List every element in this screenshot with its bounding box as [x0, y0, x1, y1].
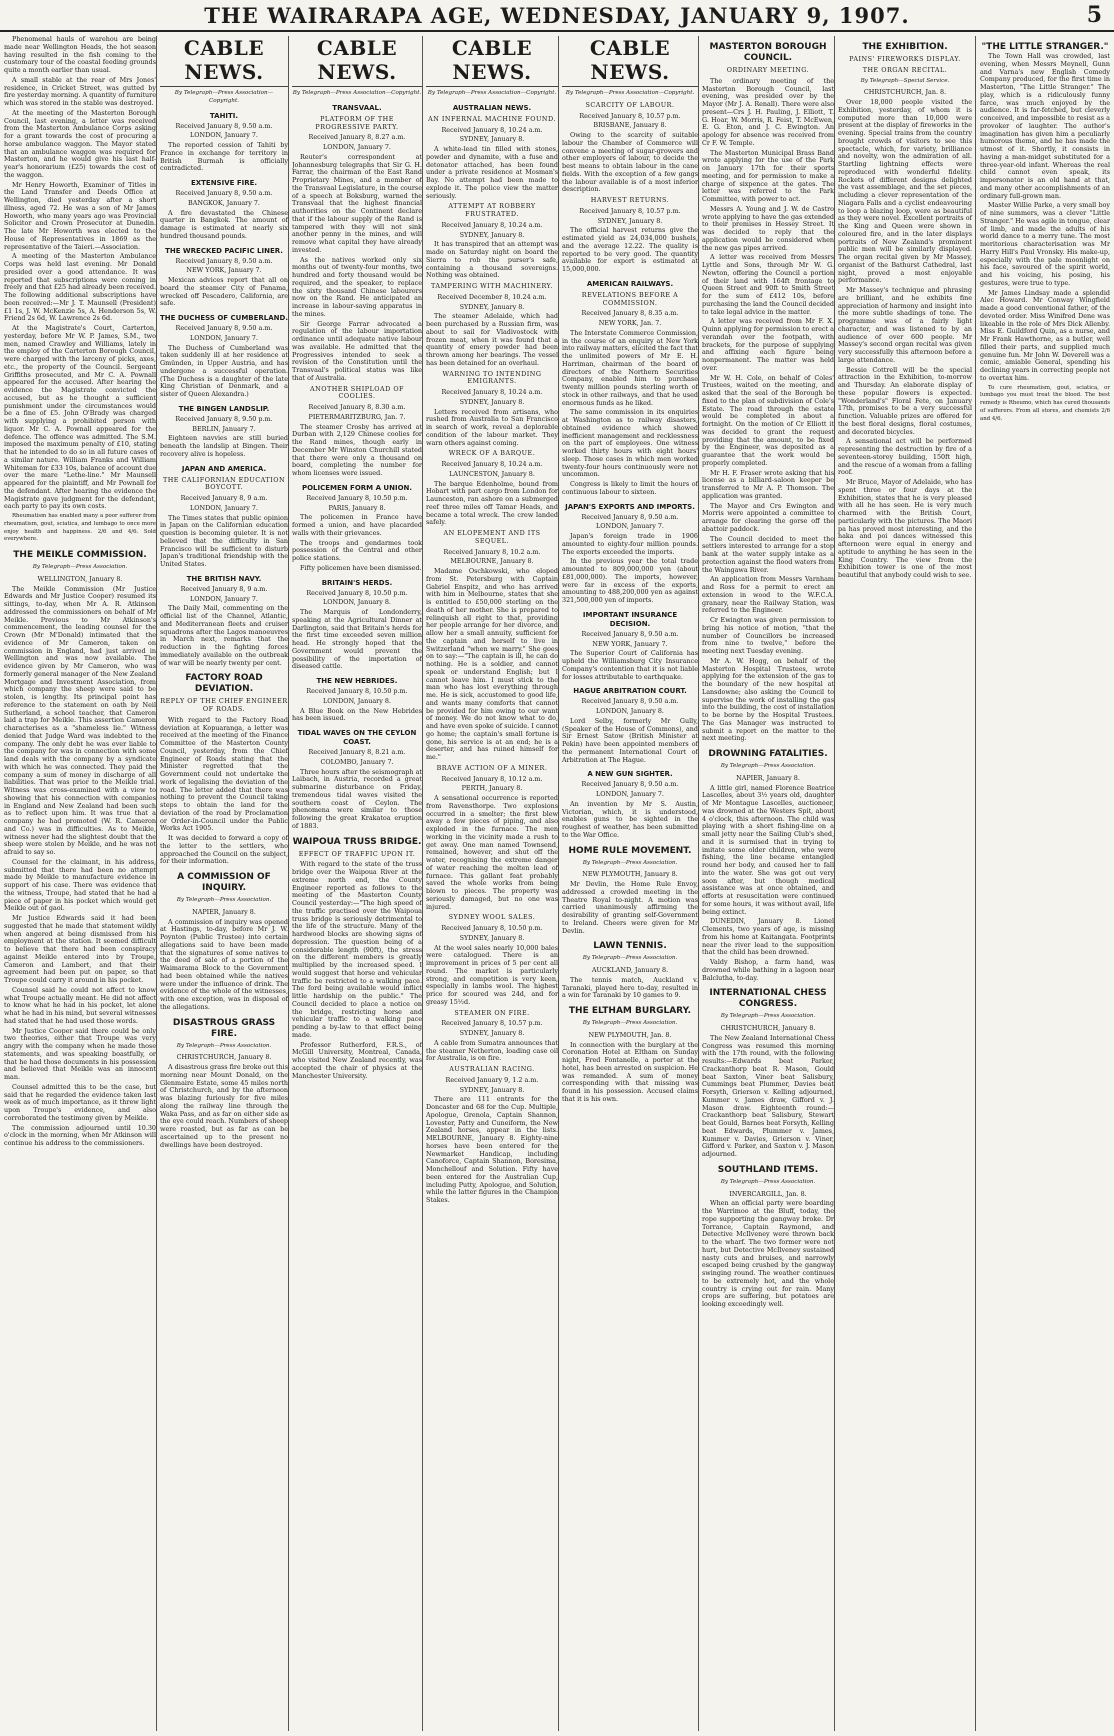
section-heading: CABLE NEWS. — [562, 36, 698, 87]
paragraph: The tennis match, Auckland v. Taranaki, played here to-day, resulted in a win for Taranaki by 10 games to 9. — [562, 975, 698, 1000]
dateline: PIETERMARITZBURG, Jan. 7. — [308, 412, 406, 421]
dateline: CHRISTCHURCH, Jan. 8. — [863, 88, 947, 97]
dateline: Received January 8, 9.50 a.m. — [581, 629, 679, 638]
paragraph: Eighteen navvies are still buried beneath the landslip at Bingen. Their recovery alive is hopeless. — [160, 434, 288, 458]
dateline: SYDNEY, January 8. — [459, 1029, 525, 1037]
byline: By Telegraph—Press Association. — [720, 1178, 816, 1185]
dateline: SYDNEY, January 8. — [459, 1085, 525, 1094]
paragraph: The Daily Mail, commenting on the official list of the Channel, Atlantic, and Mediterranean fleets and cruiser squadrons after the Lagos manoeuvres in March next, remarks that the reduction in the fighting forces immediately available on the outbreak of war will be nearly twenty per cent. — [160, 604, 288, 667]
dateline: Received January 8, 9 a.m. — [180, 494, 268, 502]
article-heading: DROWNING FATALITIES. — [708, 749, 828, 759]
paragraph: Counsel admitted this to be the case, but said that he regarded the evidence taken last week as of much importance, as it threw light upon Troupe's evidence, and also corroborated the testimony given by Meikle. — [4, 1082, 156, 1122]
byline: By Telegraph—Press Association—Copyright. — [565, 90, 695, 96]
section-heading: CABLE NEWS. — [292, 36, 422, 87]
dateline: Received January 8, 8.30 a.m. — [308, 403, 406, 411]
paragraph: A sensational occurrence is reported from Ravensthorpe. Two explosions occurred in a smelter; the first blew away a few pieces of piping, and also exploded in the furnace. The men working in the vicinity made a rush to get away. One man named Townsend, remained, however, and shut off the water, recognising the extreme danger of water reaching the molten lead of furnace. This gallant feat probably saved the whole works from being blown to pieces. The property was seriously damaged, but no one was injured. — [426, 794, 558, 911]
column-cable-news-4 — [562, 36, 699, 1731]
paragraph: Owing to the scarcity of suitable labour the Chamber of Commerce will convene a meeting of sugar-growers and other employers of labour, to decide the best means to obtain labour in the cane fields. With the exception of a few gangs the labour available is of a most inferior description. — [562, 131, 698, 194]
dateline: WELLINGTON, January 8. — [37, 574, 123, 583]
dateline: LONDON, January 7. — [323, 143, 391, 151]
paragraph: Madame Oschkowski, who eloped from St. Petersburg with Captain Gabriel Enspitz, and who has arrived with him in Melbourne, states that she is entitled to £50,000 sterling on the death of her mother. She is prepared to relinquish all right to that, providing her people arrange for her divorce, and allow her a small annuity, sufficient for the captain and herself to live in Switzerland "when we marry." She goes on to say:—"The captain is ill, he can do nothing. He is a soldier, and cannot speak or understand English; but I cannot leave him. I must stick to the man who has lost everything through me. He is sick, accustomed to good life, and wants many comforts that cannot be provided for him owing to our want of money. We do not know what to do, and have even spoke of suicide. I cannot go home; the captain's small fortune is gone, his service is at an end; he is a deserter, and has ruined himself for me." — [426, 567, 558, 761]
byline: By Telegraph—Press Association—Copyright. — [427, 90, 557, 96]
article-heading: JAPAN AND AMERICA. — [181, 464, 267, 473]
dateline: BERLIN, January 7. — [192, 424, 256, 433]
dateline: LONDON, January 8. — [323, 598, 391, 607]
dateline: NEW YORK, January 7. — [592, 639, 668, 648]
paragraph: The Marquis of Londonderry, speaking at the Agricultural Dinner at Darlington, said that Britain's herds for the first time exceeded seven million head. He strongly hoped that the Government would prevent the possibility of the importation of diseased cattle. — [292, 608, 422, 671]
paragraph: Over 18,000 people visited the Exhibition, yesterday, of whom it is computed more than 10,000 were present at the display of fireworks in the evening. Special trains from the country brought crowds of visitors to see this spectacle, which, for variety, brilliance and novelty, won the admiration of all. Startling lightning effects were reproduced with wonderful fidelity. Rockets of different designs delighted the vast assemblage, and the set pieces, including a clever representation of the Niagara Falls and a cyclist endeavouring to loop a blazing loop, were as beautiful as they were novel. Excellent portraits of the King and Queen were shown in coloured fire, and in the later displays portraits of New Zealand's prominent public men will be similarly displayed. The organ recital given by Mr Massey, organist of the Bathurst Cathedral, last night, proved a most enjoyable performance. — [838, 98, 972, 285]
paragraph: Bessie Cottrell will be the special attraction in the Exhibition, to-morrow and Thursday. An elaborate display of these popular flowers is expected. "Wonderland's" Floral Fete, on January 17th, promises to be a very successful function. Valuable prizes are offered for the best floral designs, floral costumes, and decorated bicycles. — [838, 365, 972, 436]
dateline: Received January 8, 10.50 p.m. — [441, 924, 543, 932]
paragraph: The steamer Adelaide, which had been purchased by a Russian firm, was about to sail for Vladivostock with frozen meat, when it was found that a quantity of emery powder had been thrown among her bearings. The vessel has been detained for an overhaul. — [426, 312, 558, 367]
byline: By Telegraph—Press Association—Copyright. — [174, 90, 274, 104]
paragraph: With regard to the state of the truss bridge over the Waipoua River at the extreme north end, the County Engineer reported as follows to the meeting of the Masterton County Council yesterday:—"The high speed of the traffic practised over the Waipoua truss bridge is seriously detrimental to the life of the structure. Many of the hardwood blocks are showing signs of depression. The question being of a considerable length (90ft), the stress on the different members is greatly multiplied by the increased speed. I would suggest that horse and vehicular traffic be restricted to a walking pace. The ford being available would inflict little hardship on the public." The Council decided to place a notice on the bridge, restricting horse and vehicular traffic to a walking pace pending a by-law to that effect being made. — [292, 860, 422, 1039]
article-subheading: TAMPERING WITH MACHINERY. — [430, 282, 553, 290]
dateline: NAPIER, January 8. — [736, 773, 800, 782]
paragraph: At the wool sales nearly 10,000 bales were catalogued. There is an improvement in prices of 5 per cent all round. The market is particularly strong, and competition is very keen, especially in lambs wool. The highest price for scoured was 24d, and for greasy 15½d. — [426, 943, 558, 1006]
paragraph: Mr H. F. Fraser wrote asking that his license as a billiard-saloon keeper be transferred to Mr A. P. Thomson. The application was granted. — [702, 468, 834, 500]
dateline: Received January 8, 8.21 a.m. — [308, 748, 406, 756]
dateline: NEW YORK, January 7. — [186, 266, 262, 275]
dateline: NEW PLYMOUTH, January 8. — [582, 870, 678, 879]
article-heading: EXTENSIVE FIRE. — [190, 179, 258, 187]
dateline: LONDON, January 8. — [323, 696, 391, 705]
paragraph: In the previous year the total trade amounted to 809,000,000 yen (about £81,000,000). The imports, however, were far in excess of the exports, amounting to 488,200,000 yen as against 321,500,000 yen of imports. — [562, 557, 698, 604]
byline: By Telegraph—Press Association. — [32, 564, 128, 570]
column-borough-council — [702, 36, 835, 1731]
newspaper-title: THE WAIRARAPA AGE, WEDNESDAY, JANUARY 9, 1907. — [204, 3, 910, 28]
dateline: PARIS, January 8. — [328, 503, 386, 512]
article-heading: TAHITI. — [209, 111, 239, 120]
article-subheading: WRECK OF A BARQUE. — [448, 449, 536, 458]
paragraph: The Superior Court of California has upheld the Williamsburg City Insurance Company's contention that it is not liable for losses attributable to earthquake. — [562, 649, 698, 681]
article-subheading: STEAMER ON FIRE. — [454, 1008, 530, 1017]
article-heading: AUSTRALIAN NEWS. — [452, 103, 532, 112]
paragraph: A white-lead tin filled with stones, powder and dynamite, with a fuse and detonator attached, has been found under a private residence at Mosman's Bay. No attempt had been made to explode it. The police view the matter seriously. — [426, 145, 558, 200]
article-heading: AMERICAN RAILWAYS. — [586, 279, 674, 288]
dateline: LONDON, January 7. — [190, 131, 258, 140]
article-subheading: AUSTRALIAN RACING. — [449, 1065, 535, 1073]
section-heading: CABLE NEWS. — [426, 36, 558, 87]
paragraph: The Meikle Commission (Mr Justice Edwards and Mr Justice Cooper) resumed its sittings, to-day, when Mr A. R. Atkinson addressed the commissioners on behalf of Mr Meikle. Previous to Mr Atkinson's commencement, the leading counsel for the Crown (Mr M'Donald) intimated that the evidence of Mr Cameron, taken on commission in England, had just arrived in Wellington and was now available. The evidence given by Mr Cameron, who was formerly general manager of the New Zealand Mortgage and Investment Association, from which company the sheep were said to be stolen, is lengthy. Its principal point has reference to the statement on oath by Neil Sutherland, a school teacher, that Cameron laid a trap for Meikle. This assertion Cameron characterises as a "shameless lie." Witness denied that Judge Ward was indebted to the company. The only debt he was ever liable to the company for was in connection with some land deals with the company by a syndicate with which he was connected. They paid the company a sum of money in discharge of all liabilities. That was prior to the Meikle trial. Witness was cross-examined with a view to showing that his connection with companies in England and New Zealand had been such as to reflect upon him. It was true that a company he had promoted (W. R. Cameron and Co.) was in difficulties. As to Meikle, witness never had the slightest doubt that the sheep were stolen by Meikle, and he was not afraid to say so. — [4, 584, 156, 856]
article-heading: INTERNATIONAL CHESS CONGRESS. — [709, 988, 827, 1010]
paragraph: The reported cession of Tahiti by France in exchange for territory in British Burmah is officially contradicted. — [160, 141, 288, 173]
paragraph: At the meeting of the Masterton Borough Council, last evening, a letter was received from the Masterton Ambulance Corps asking for a grant towards the cost of procuring a horse ambulance waggon. The Mayor stated that an ambulance waggon was required for Masterton, and he would give his last half-year's honorarium (£25) towards the cost of the waggon. — [4, 108, 156, 179]
paragraph: A small stable at the rear of Mrs Jones' residence, in Cricket Street, was gutted by fire yesterday morning. A quantity of furniture which was stored in the stable was destroyed. — [4, 75, 156, 107]
byline: By Telegraph—Press Association. — [582, 1020, 678, 1026]
article-heading: THE DUCHESS OF CUMBERLAND. — [160, 314, 288, 322]
paragraph: The same commission in its enquiries at Washington as to railway disasters, obtained evidence which showed inefficient management and recklessness on the part of employees. One witness worked thirty hours with eight hours' sleep. Those cases in which men worked twenty-four hours continuously were not uncommon. — [562, 408, 698, 479]
paragraph: Lord Selby, formerly Mr Gully, (Speaker of the House of Commons), and Sir Ernest Satow (British Minister at Pekin) have been appointed members of the permanent International Court of Arbitration at The Hague. — [562, 716, 698, 764]
paragraph: The Duchess of Cumberland was taken suddenly ill at her residence at Gmünden, in Upper Austria, and has undergone a successful operation. (The Duchess is a daughter of the late King Christian of Denmark, and a sister of Queen Alexandra.) — [160, 343, 288, 398]
article-heading: SOUTHLAND ITEMS. — [717, 1164, 819, 1175]
dateline: Received January 8, 10.57 p.m. — [579, 206, 681, 215]
paragraph: Mr Justice Edwards said it had been suggested that he made that statement wildly when angered at being dismissed from his employment at the station. It seemed difficult to believe that there had been conspiracy against Meikle entered into by Troupe, Cameron and Lambert, and that their agreement had been put on paper, so that Troupe could carry it around in his pocket. — [4, 914, 156, 984]
paragraph: The Council decided to meet the settlers interested to arrange for a stop bank at the water supply intake as a protection against the flood waters from the Waingawa River. — [702, 534, 834, 574]
paragraph: Phenomenal hauls of warehou are being made near Wellington Heads, the hot season having resulted in the fish coming to the customary tour of the coastal feeding grounds quite a month earlier than usual. — [4, 36, 156, 74]
dateline: MELBOURNE, January 8. — [450, 557, 534, 566]
paragraph: A cable from Sumatra announces that the steamer Netherton, loading case oil for Australia, is on fire. — [426, 1038, 558, 1063]
paragraph: A little girl, named Florence Beatrice Lascelles, about 3½ years old, daughter of Mr Montague Lascelles, auctioneer, was drowned at the Westers Spit, about 4 o'clock, this afternoon. The child was playing with a short fishing-line on a small jetty near the Sailing Club's shed, and it is surmised that in trying to imitate some older children, who were fishing, the line became entangled round her body, and caused her to fall into the water. She was got out very soon after, but though medical assistance was at once obtained, and efforts at resuscitation were continued for some hours, it was without avail, life being extinct. — [702, 783, 834, 916]
article-subheading: EFFECT OF TRAFFIC UPON IT. — [298, 849, 416, 858]
paragraph: Mr Justice Cooper said there could be only two theories, either that Troupe was very angry with the company when he made those statements, and was speaking boastfully, or that he had those documents in his possession and believed that Meikle was an innocent man. — [4, 1026, 156, 1081]
dateline: Received January 8, 9.50 a.m. — [581, 697, 679, 706]
paragraph: The New Zealand International Chess Congress was resumed this morning with the 17th round, with the following results:—Edwards beat Parker, Crackanthorp beat R. Mason, Gould beat Saxton, Viner beat Salisbury, Cummings beat Plummer, Davies beat Forsyth, Grierson v. Kelling adjourned, Kummer v. James draw, Gifford v. J. Mason draw. Eighteenth round:—Crackanthorp beat Salisbury, Stewart beat Gould, Barnes beat Forsyth, Kelling beat Edwards, Plummer v. James, Kummer v. Davies, Grierson v. Viner, Gifford v. Parker, and Saxton v. J. Mason adjourned. — [702, 1033, 834, 1158]
paragraph: The commission adjourned until 10.30 o'clock in the morning, when Mr Atkinson will continue his address to the commissioners. — [4, 1123, 156, 1147]
column-cable-news-3 — [426, 36, 559, 1731]
dateline: PERTH, January 8. — [461, 784, 523, 793]
dateline: Received January 8, 10.12 a.m. — [441, 774, 543, 783]
paragraph: Valdy Bishop, a farm hand, was drowned while bathing in a lagoon near Balclutha, to-day. — [702, 958, 834, 982]
dateline: Received January 8, 10.50 p.m. — [306, 493, 408, 502]
dateline: SYDNEY, January 8. — [459, 135, 525, 144]
article-heading: LAWN TENNIS. — [593, 941, 667, 952]
byline: By Telegraph—Special Service. — [860, 77, 950, 84]
paragraph: At the Magistrate's Court, Carterton, yesterday, before Mr W. P. James, S.M., two men, named Crawley and Williams, lately in the employ of the Carterton Borough Council, were charged with the larceny of picks, axes, etc., the property of the Council. Sergeant Griffiths prosecuted, and Mr C. A. Pownall appeared for the accused. After hearing the evidence the Magistrate convicted the accused, but as he thought a sufficient punishment under the circumstances would be a fine of £5. John O'Brady was charged with supplying a prohibited person with liquor. Mr C. A. Pownall appeared for the defence. The offence was admitted. The S.M. imposed the maximum penalty of £10, stating that he intended to do so in all future cases of a similar nature. William Franks and William Whiteman for £33 10s, balance of account due over the mare "Lethe-line." Mr Maunsell appeared for the plaintiff, and Mr Pownall for the defendant. After hearing the evidence the Magistrate gave judgment for the defendant, each party to pay its own costs. — [4, 324, 156, 511]
article-subheading: HARVEST RETURNS. — [590, 196, 670, 204]
article-heading: THE BINGEN LANDSLIP. — [178, 404, 270, 413]
article-subheading: SYDNEY WOOL SALES. — [448, 913, 536, 922]
paragraph: With regard to the Factory Road deviation at Kopuaranga, a letter was received at the meeting of the Finance Committee of the Masterton County Council, yesterday, from the Chief Engineer of Roads stating that the Minister regretted that the Government could not undertake the work of legalising the deviation of the road. The letter added that there was nothing to prevent the Council taking steps to obtain the land for the deviation of the road by Proclamation or Order-in-Council under the Public Works Act 1905. — [160, 715, 288, 833]
dateline: Received January 8, 9.50 a.m. — [581, 512, 679, 521]
article-subheading: REPLY OF THE CHIEF ENGINEER OF ROADS. — [160, 697, 288, 713]
paragraph: There are 111 entrants for the Doncaster and 68 for the Cup. Multiple, Apologue, Grenola, Captain Shannon, Lovester, Patty and Cuneiform, the New Zealand horses, appear in the lists. MELBOURNE, January 8. Eighty-nine horses have been entered for the Newmarket Handicap, including Canoforce, Captain Shannon, Boresima, Monchellouf and Solution. Fifty have been entered for the Australian Cup, including Putty, Apologue, and Solution, while the latter figures in the Champion Stakes. — [426, 1095, 558, 1204]
paragraph: Professor Rutherford, F.R.S., of McGill University, Montreal, Canada, who visited New Zealand recently, was accepted the chair of physics at the Manchester University. — [292, 1040, 422, 1080]
article-heading: THE MEIKLE COMMISSION. — [13, 550, 147, 560]
dateline: INVERCARGILL, Jan. 8. — [729, 1189, 807, 1198]
paragraph: Mr Devlin, the Home Rule Envoy, addressed a crowded meeting in the Theatre Royal to-night. A motion was carried unanimously affirming the desirability of granting self-Government to Ireland. Cheers were given for Mr Devlin. — [562, 880, 698, 935]
article-heading: THE BRITISH NAVY. — [186, 574, 262, 583]
article-heading: HOME RULE MOVEMENT. — [568, 845, 692, 856]
article-heading: THE ELTHAM BURGLARY. — [568, 1006, 692, 1016]
dateline: Received January 8, 10.2 a.m. — [443, 547, 541, 556]
advertisement: Rheumatism has enabled many a poor sufferer from rheumatism, gout, sciatica, and lumbago to once more enjoy health and happiness. 2/6 and 4/6. Sold everywhere. — [4, 513, 156, 543]
paragraph: A sensational act will be performed representing the destruction by fire of a seventeen-storey building, 150ft high, and the rescue of a woman from a falling roof. — [838, 437, 972, 477]
paragraph: In connection with the burglary at the Coronation Hotel at Eltham on Sunday night, Fred Fontanelle, a porter at the hotel, has been arrested on suspicion. He was remanded. A sum of money corresponding with that missing was found in his possession. Accused claims that it is his own. — [562, 1040, 698, 1103]
paragraph: Letters received from artisans, who rushed from Australia to San Francisco in search of work, reveal a deplorable condition of the labour market. They warn others against coming. — [426, 407, 558, 447]
article-heading: WAIPOUA TRUSS BRIDGE. — [292, 836, 422, 847]
dateline: Received January 8, 10.24 a.m. — [441, 460, 543, 468]
byline: By Telegraph—Press Association. — [582, 955, 678, 962]
dateline: LAUNCESTON, January 8. — [449, 469, 535, 478]
dateline: SYDNEY, January 8. — [459, 302, 525, 311]
paragraph: A commission of inquiry was opened at Hastings, to-day, before Mr J. W. Poynton (Public Trustee) into certain allegations said to have been made that the signatures of some natives to the deed of sale of a portion of the Waimarama Block to the Government had been obtained while the natives were under the influence of drink. The evidence of the whole of the witnesses, with one exception, was in disposal of the allegations. — [160, 917, 288, 1011]
article-subheading: THE ORGAN RECITAL. — [862, 65, 948, 74]
dateline: Received January 8, 9.50 a.m. — [175, 121, 273, 130]
paragraph: Messrs A. Young and J. W. de Castro wrote applying to have the gas extended to their premises in Hessey Street. It was decided to reply that the application would be considered when the new gas pipes arrived. — [702, 204, 835, 252]
masthead — [0, 0, 1114, 32]
paragraph: The Mayor and Crs Ewington and Morris were appointed a committee to arrange for clearing the gorse off the abattoir paddock. — [702, 501, 834, 533]
paragraph: DUNEDIN, January 8. Lionel Clements, two years of age, is missing from his home at Kaitangata. Footprints near the river lead to the supposition that the child has been drowned. — [702, 917, 834, 957]
article-heading: TRANSVAAL. — [332, 103, 382, 112]
dateline: SYDNEY, January 8. — [459, 933, 525, 942]
dateline: BANGKOK, January 7. — [188, 198, 260, 207]
advertisement: To cure rheumatism, gout, sciatica, or lumbago you must treat the blood. The best remedy is Rheumo, which has cured thousands of sufferers. From all stores, and chemists 2/6 and 4/6. — [980, 384, 1110, 422]
article-heading: POLICEMEN FORM A UNION. — [301, 483, 413, 492]
section-heading: CABLE NEWS. — [160, 36, 288, 87]
dateline: Received January 9, 1.2 a.m. — [445, 1075, 539, 1084]
paragraph: A meeting of the Masterton Ambulance Corps was held last evening. Mr Donald presided over a good attendance. It was reported that subscriptions were coming in freely and that £25 had already been received. The following additional subscriptions have been received:—Mr J. T. Maunsell (President) £1 1s, J. W. McKenzie 5s, A. Henderson 5s, W. Friend 2s 6d, W. Lawrence 2s 6d. — [4, 252, 156, 323]
dateline: Received January 8, 10.50 p.m. — [306, 687, 408, 695]
dateline: LONDON, January 7. — [190, 333, 258, 342]
paragraph: It has transpired that an attempt was made on Saturday night on board the Sierra to rob the purser's safe, containing a thousand sovereigns. Nothing was obtained. — [426, 240, 558, 280]
dateline: Received January 8, 9.50 a.m. — [175, 256, 273, 265]
dateline: Received January 8, 9.50 a.m. — [581, 780, 679, 789]
column-exhibition — [838, 36, 1110, 1731]
paragraph: Reuter's correspondent at Johannesburg telegraphs that Sir G. H. Farrar, the chairman of the East Rand Proprietary Mines, and a member of the Transvaal Legislature, in the course of a speech at Boksburg, warned the Transvaal that the highest financial authorities on the Continent declare that if the labour supply of the Rand is tampered with they will not sink another penny in the mines, and will remove what capital they have already invested. — [292, 152, 422, 254]
byline: By Telegraph—Press Association. — [720, 1013, 816, 1020]
paragraph: The troops and gendarmes took possession of the Central and other police stations. — [292, 538, 422, 562]
dateline: Received January 8, 8.35 a.m. — [581, 309, 679, 318]
paragraph: It was decided to forward a copy of the letter to the settlers, who approached the Council on the subject, for their information. — [160, 834, 288, 866]
paragraph: Counsel said he could not affect to know what Troupe actually meant. He did not affect to know what he had in his pocket, let alone what he had in his mind, but several witnesses had stated that he had used those words. — [4, 985, 156, 1025]
article-subheading: ORDINARY MEETING. — [726, 66, 810, 74]
paragraph: An application from Messrs Varnham and Ross for a permit to erect an extension in wood to the W.F.C.A. granary, near the Railway Station, was referred to the Engineer. — [702, 575, 834, 615]
paragraph: An invention by Mr S. Austin, Victorian, which, it is understood, enables guns to be sighted in the roughest of weather, has been submitted to the War Office. — [562, 799, 698, 839]
column-cable-news-2 — [292, 36, 423, 1731]
dateline: Received January 8, 10.24 a.m. — [441, 220, 543, 229]
dateline: Received January 8, 10.50 p.m. — [306, 588, 408, 597]
dateline: NAPIER, January 8. — [192, 907, 256, 916]
paragraph: Mr James Lindsay made a splendid Alec Howard. Mr Conway Wingfield made a good conventional father, of the devoted order. Miss Winifred Dene was likeable in the role of Mrs Dick Allenby. Miss E. Guildford Quin, as a nurse, and Mr Frank Hawthorne, as a butler, well filled their parts, and supplied much genuine fun. Mr John W. Deverell was a comic, amiable General, spending his declining years in correcting people not to overtax him. — [980, 288, 1110, 382]
paragraph: When an official party were boarding the Warrimoo at the Bluff, today, the rope supporting the gangway broke. Dr Torrance, Captain Raymond, and Detective McIlveney were thrown back to the wharf. The two former were not hurt, but Detective McIlveney sustained nasty cuts and bruises, and narrowly escaped being crushed by the gangway swinging round. The weather continues to be extremely hot, and the whole country is crying out for rain. Many crops are suffering, but potatoes are looking exceedingly well. — [702, 1199, 834, 1308]
paragraph: Mr A. W. Hogg, on behalf of the Masterton Hospital Trustees, wrote applying for the extension of the gas to the boundary of the new hospital at Lansdowne; also asking the Council to supervise the work of installing the gas into the building, the cost of installation to be borne by the Hospital Trustees. The Gas Manager was instructed to submit a report on the matter to the next meeting. — [702, 656, 834, 743]
paragraph: The Interstate Commerce Commission, in the course of an enquiry at New York into railway matters, elicited the fact that the unlimited powers of Mr E. H. Harriman, chairman of the board of directors of the Northern Securities Company, enabled him to purchase twenty million pounds sterling worth of stock in other railways, and that he used enormous funds as he liked. — [562, 328, 698, 407]
article-heading: IMPORTANT INSURANCE DECISION. — [582, 610, 678, 628]
paragraph: The steamer Crosby has arrived at Durban with 2,129 Chinese coolies for the Rand mines, though early in December Mr Winston Churchill stated that there were only a thousand on board, completing the number for whom licenses were issued. — [292, 422, 422, 477]
article-subheading: REVELATIONS BEFORE A COMMISSION. — [581, 290, 679, 307]
paragraph: Mexican advices report that all on board the steamer City of Panama, wrecked off Pescadero, California, are safe. — [160, 276, 288, 308]
article-subheading: PLATFORM OF THE PROGRESSIVE PARTY. — [315, 114, 399, 131]
article-heading: DISASTROUS GRASS FIRE. — [172, 1017, 276, 1039]
article-heading: THE EXHIBITION. — [862, 42, 948, 52]
article-subheading: BRAVE ACTION OF A MINER. — [436, 763, 548, 772]
paragraph: Master Willie Parke, a very small boy of nine summers, was a clever "Little Stranger." He was agile in tongue, clear of limb, and made the adults of his world dance to a merry tune. The most meritorious characterisation was Mr Harry Hill's Paul Vronsky. His make-up, especially with the pale moonlight on his face, savoured of the spirit world, and his voicing, his posing, his gestures, were true to type. — [980, 201, 1110, 287]
byline: By Telegraph—Press Association. — [176, 1042, 272, 1049]
article-heading: THE NEW HEBRIDES. — [316, 677, 398, 685]
dateline: BRISBANE, January 8. — [593, 121, 667, 130]
dateline: LONDON, January 7. — [596, 522, 664, 531]
article-heading: JAPAN'S EXPORTS AND IMPORTS. — [565, 502, 695, 511]
little-stranger-article — [976, 36, 1110, 1731]
paragraph: Mr Bruce, Mayor of Adelaide, who has spent three or four days at the Exhibition, states that he is very pleased with all he has seen. He is very much charmed with the British Court, particularly with the pictures. The Maori pa has proved most interesting, and the haka and poi dances witnessed this afternoon were equal in energy and aptitude to anything he has seen in the King Country. The view from the Exhibition tower is one of the most beautiful that anybody could wish to see. — [838, 478, 972, 579]
paragraph: Cr Ewington was given permission to bring his notice of motion, "that the number of Councillors be increased from nine to twelve," before the meeting next Tuesday evening. — [702, 616, 834, 655]
dateline: Received January 8, 9.50 a.m. — [175, 324, 273, 332]
dateline: CHRISTCHURCH, January 8. — [720, 1024, 816, 1032]
dateline: Received January 8, 9.50 a.m. — [175, 189, 273, 197]
article-heading: TIDAL WAVES ON THE CEYLON COAST. — [297, 729, 417, 746]
dateline: SYDNEY, January 8. — [597, 216, 663, 225]
article-subheading: WARNING TO INTENDING EMIGRANTS. — [442, 369, 542, 386]
article-heading: "THE LITTLE STRANGER." — [981, 42, 1109, 52]
article-subheading: AN INFERNAL MACHINE FOUND. — [428, 114, 556, 123]
dateline: AUCKLAND, January 8. — [591, 966, 669, 974]
dateline: Received December 8, 10.24 a.m. — [437, 292, 547, 301]
dateline: NEW PLYMOUTH, Jan. 8. — [588, 1030, 672, 1039]
article-subheading: ATTEMPT AT ROBBERY FRUSTRATED. — [448, 202, 536, 218]
article-subheading: THE CALIFORNIAN EDUCATION BOYCOTT. — [162, 475, 286, 492]
paragraph: Counsel for the claimant, in his address, submitted that there had been no attempt made by Meikle to manufacture evidence in support of his case. There was evidence that the witness, Troupe, had stated that he had a piece of paper in his pocket which would get Meikle out of gaol. — [4, 857, 156, 913]
article-subheading: ANOTHER SHIPLOAD OF COOLIES. — [310, 384, 404, 401]
dateline: CHRISTCHURCH, January 8. — [176, 1053, 272, 1062]
paragraph: A fire devastated the Chinese quarter in Bangkok. The amount of damage is estimated at nearly six hundred thousand pounds. — [160, 208, 288, 240]
paragraph: A letter was received from Mr F. X. Quinn applying for permission to erect a verandah over the footpath, with brackets, for the purpose of supplying and affixing each figure being nonpermanent. The matter was held over. — [702, 317, 834, 372]
dateline: SYDNEY, January 8. — [459, 230, 525, 239]
dateline: Received January 8, 10.24 a.m. — [441, 125, 543, 134]
article-heading: BRITAIN'S HERDS. — [321, 578, 393, 587]
byline: By Telegraph—Press Association. — [582, 859, 678, 866]
dateline: LONDON, January 7. — [190, 594, 258, 603]
paragraph: Mr Henry Howorth, Examiner of Titles in the Land Transfer and Deeds Office at Wellington, died yesterday after a short illness, aged 72. He was a son of Mr James Howorth, who many years ago was Provincial Solicitor and Crown Prosecutor at Dunedin. The late Mr Howorth was elected to the House of Representatives in 1869 as the representative of the Taieri.—Association. — [4, 180, 156, 251]
paragraph: Sir George Farrar advocated a regulation of the labour importation ordinance until adequate native labour was available. He admitted that the Progressives intended to seek a revision of the Constitution until the Transvaal's political status was like that of Australia. — [292, 319, 422, 382]
byline: By Telegraph—Press Association. — [176, 897, 272, 903]
dateline: LONDON, January 7. — [190, 503, 258, 512]
paragraph: The ordinary meeting of the Masterton Borough Council, last evening, was presided over by the Mayor (Mr J. A. Renall). There were also present—Crs J. H. Pauling, J. Elliott, T. G. Hoar, W. Morris, R. Feist, T. McEwen, E. G. Eton, and J. C. Ewington. An apology for absence was received from Cr F. W. Temple. — [702, 76, 834, 147]
article-heading: A NEW GUN SIGHTER. — [587, 770, 673, 779]
article-heading: A COMMISSION OF INQUIRY. — [177, 872, 271, 893]
paragraph: Three hours after the seismograph at Laibach, in Austria, recorded a great submarine disturbance on Friday, tremendous tidal waves visited the southern coast of Ceylon. The phenomena were similar to those following the great Krakatoa eruption of 1883. — [292, 767, 422, 830]
paragraph: The Town Hall was crowded, last evening, when Messrs Meynell, Gunn and Varna's new English Comedy Company produced, for the first time in Masterton, "The Little Stranger." The play, which is a ridiculously funny farce, was much enjoyed by the audience. It is far-fetched, but cleverly conceived, and impossible to resist as a provoker of laughter. The author's imagination has given him a peculiarly humorous theme, and he has made the utmost of it. Shortly, it consists in having a man-midget substituted for a three-year-old infant. Whereas the real child cannot even speak, its impersonator is an old hand at that, and many other accomplishments of an ordinary full-grown man. — [980, 52, 1110, 200]
column-cable-news-1 — [160, 36, 289, 1731]
dateline: LONDON, January 8. — [596, 707, 664, 715]
article-subheading: PAINS' FIREWORKS DISPLAY. — [849, 55, 961, 63]
paragraph: A disastrous grass fire broke out this morning near Mount Donald, on the Glenmaire Estate, some 45 miles north of Christchurch, and by the afternoon was blazing furiously for five miles along the railway line through the Waka Pass, and as far on either side as the eye could reach. Numbers of sheep were roasted, but as far as can be ascertained up to the present no dwellings have been destroyed. — [160, 1063, 288, 1149]
paragraph: The official harvest returns give the estimated yield as 24,034,000 bushels, and the average 12.22. The quality is reported to be very good. The quantity available for export is estimated at 15,000,000. — [562, 226, 698, 273]
page-number: 5 — [1086, 2, 1102, 28]
dateline: Received January 8, 10.57 p.m. — [441, 1019, 543, 1028]
paragraph: The Masterton Municipal Brass Band wrote applying for the use of the Park on January 17th for their sports meeting, and for permission to make a charge of sixpence at the gates. The letter was referred to the Park Committee, with power to act. — [702, 148, 834, 203]
paragraph: Mr W. H. Cole, on behalf of Coles' Trustees, waited on the meeting, and asked that the seal of the Borough be fixed to the plan of subdivision of Cole's Estate. The road through the estate would be completed in about a fortnight. On the motion of Cr Elliott it was decided to grant the request providing that the amount, to be fixed by the Engineer, was deposited as a guarantee that the work would be properly completed. — [702, 373, 834, 467]
article-heading: THE WRECKED PACIFIC LINER. — [165, 246, 283, 255]
article-subheading: SCARCITY OF LABOUR. — [585, 100, 675, 109]
column-local-news — [4, 36, 157, 1731]
paragraph: A letter was received from Messrs Lyttle and Sons, through Mr W. G. Newton, offering the Council a portion of their land with 164ft frontage to Queen Street and 90ft to Smith Street for the sum of £412 10s, before purchasing the land the Council decided to take legal advice in the matter. — [702, 253, 834, 316]
paragraph: Japan's foreign trade in 1906 amounted to eighty-four million pounds. The exports exceeded the imports. — [562, 532, 698, 556]
paragraph: As the natives worked only six months out of twenty-four months, two hundred and forty thousand would be required, and the speaker, to replace the sixty thousand Chinese labourers now on the Rand. He anticipated an increase in labour-saving apparatus in the mines. — [292, 255, 422, 318]
dateline: SYDNEY, January 8. — [459, 397, 525, 406]
byline: By Telegraph—Press Association. — [720, 763, 816, 769]
dateline: Received January 8, 9.50 p.m. — [175, 414, 273, 423]
dateline: LONDON, January 7. — [596, 790, 664, 798]
paragraph: Fifty policemen have been dismissed. — [300, 563, 422, 572]
article-heading: FACTORY ROAD DEVIATION. — [185, 673, 263, 695]
paragraph: The Times states that public opinion in Japan on the Californian education question is becoming quieter. It is not believed that the difficulty in San Francisco will be sufficient to disturb Japan's traditional friendship with the United States. — [160, 513, 288, 568]
paragraph: Congress is likely to limit the hours of continuous labour to sixteen. — [562, 480, 698, 496]
byline: By Telegraph—Press Association—Copyright. — [292, 90, 422, 96]
paragraph: The policemen in France have formed a union, and have placarded walls with their grievances. — [292, 513, 422, 537]
paragraph: The barque Edenholme, bound from Hobart with part cargo from London for Launceston, ran ashore on a submerged reef three miles off Tamar Heads, and became a total wreck. The crew landed safely. — [426, 479, 558, 527]
paragraph: A Blue Book on the New Hebrides has been issued. — [292, 706, 422, 723]
dateline: NEW YORK, Jan. 7. — [598, 319, 662, 327]
dateline: COLOMBO, January 7. — [320, 757, 394, 766]
paragraph: Mr Massey's technique and phrasing are brilliant, and he exhibits fine appreciation of harmony and insight into the more subtle shadings of tone. The programme was of a fairly light character, and was listened to by an audience of over 600 people. Mr Massey's second organ recital was given very successfully this afternoon before a large attendance. — [838, 286, 972, 364]
dateline: Received January 8, 10.24 a.m. — [441, 388, 543, 396]
exhibition-article — [838, 36, 976, 1731]
article-heading: MASTERTON BOROUGH COUNCIL. — [709, 42, 827, 63]
article-subheading: AN ELOPEMENT AND ITS SEQUEL. — [443, 529, 541, 545]
dateline: Received January 8, 10.57 p.m. — [579, 111, 681, 120]
dateline: Received January 8, 9 a.m. — [180, 584, 268, 593]
article-heading: HAGUE ARBITRATION COURT. — [573, 687, 687, 696]
dateline: Received January 8, 8.27 a.m. — [308, 133, 406, 142]
